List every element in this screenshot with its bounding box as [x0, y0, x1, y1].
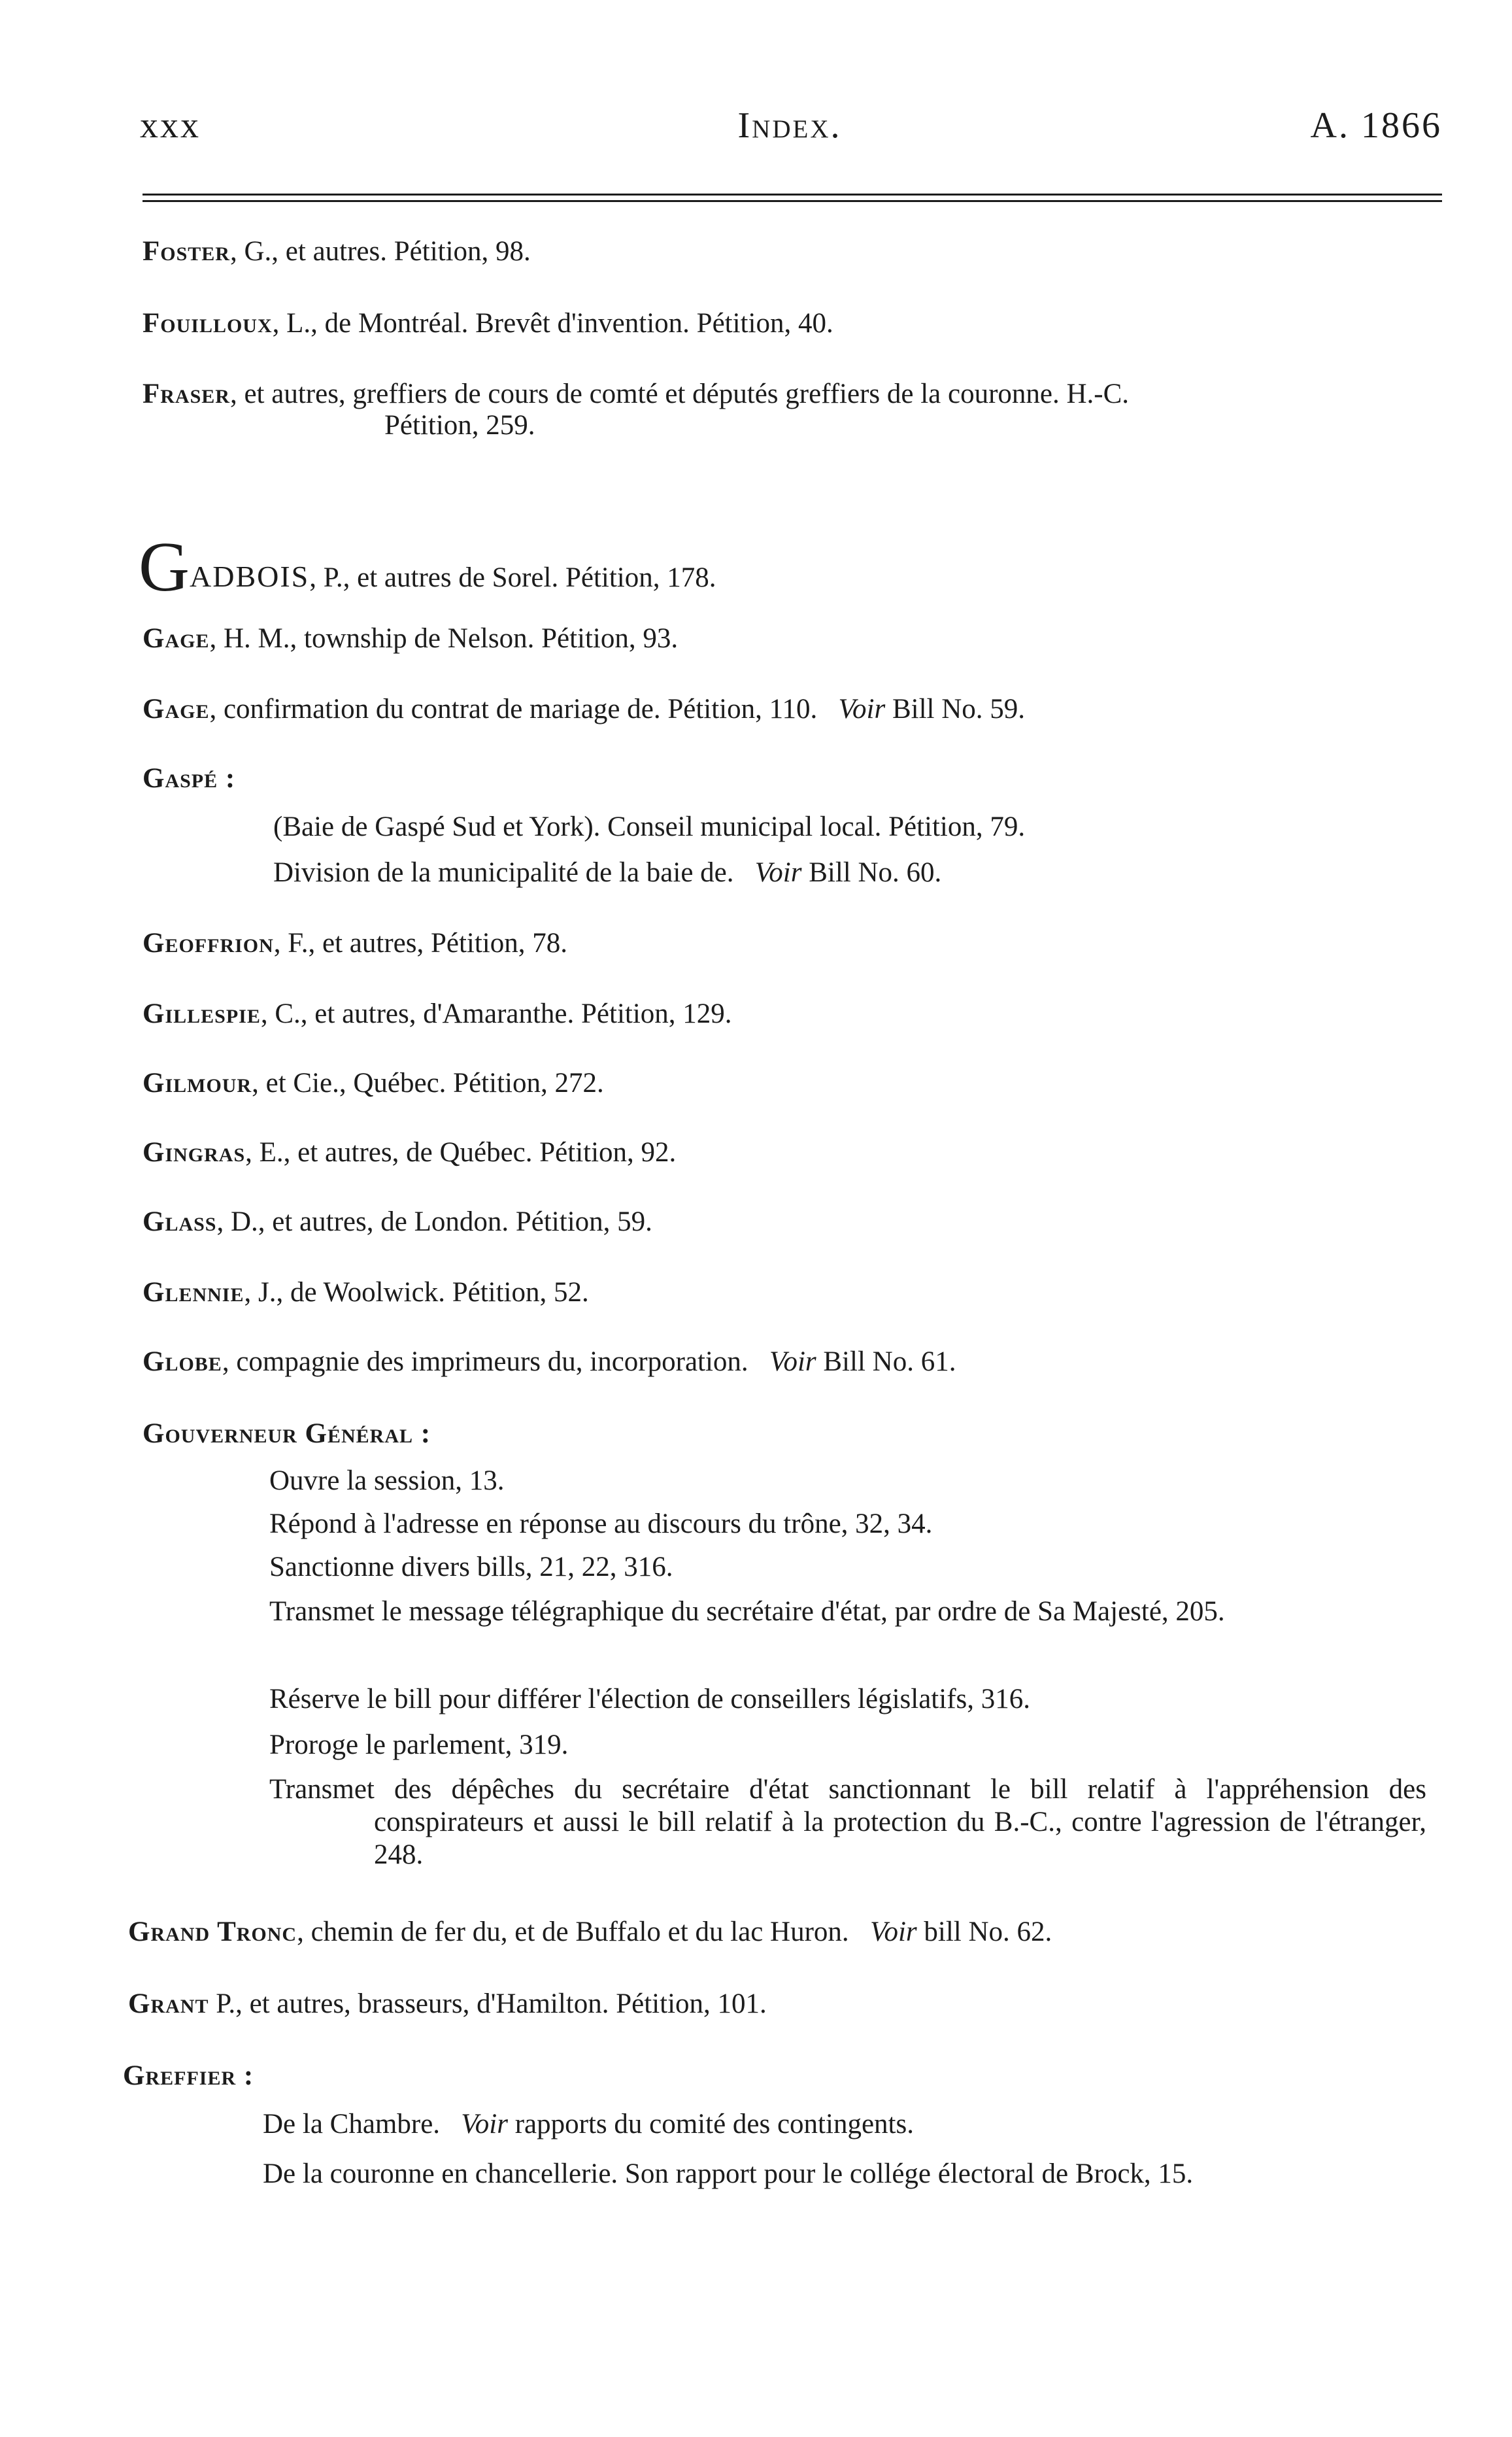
header-rule-bottom — [143, 200, 1442, 202]
header-rule-top — [143, 194, 1442, 196]
gouverneur-item: Transmet des dépêches du secrétaire d'état sanctionnant le bill relatif à l'appréhension des conspirateurs et aussi le bill relatif à la protection du B.-C., contre l'agression de l'étranger, 248. — [269, 1774, 1426, 1870]
entry-geoffrion: Geoffrion, F., et autres, Pétition, 78. — [143, 928, 568, 959]
entry-grant: Grant P., et autres, brasseurs, d'Hamilton. Pétition, 101. — [128, 1988, 767, 2019]
entry-glass: Glass, D., et autres, de London. Pétition, 59. — [143, 1206, 652, 1237]
gouverneur-item: Proroge le parlement, 319. — [269, 1730, 569, 1760]
entry-gage-mariage: Gage, confirmation du contrat de mariage de. Pétition, 110. Voir Bill No. 59. — [143, 694, 1026, 724]
gouverneur-item: Transmet le message télégraphique du secrétaire d'état, par ordre de Sa Majesté, 205. — [269, 1596, 1225, 1627]
entry-foster: Foster, G., et autres. Pétition, 98. — [143, 236, 531, 267]
page-number: xxx — [140, 105, 201, 146]
year-label: A. 1866 — [1310, 105, 1442, 146]
entry-gingras: Gingras, E., et autres, de Québec. Pétition, 92. — [143, 1137, 677, 1168]
entry-fraser: Fraser, et autres, greffiers de cours de comté et députés greffiers de la couronne. H.-C. — [143, 379, 1130, 409]
entry-greffier: Greffier : — [123, 2060, 254, 2091]
entry-gadbois: GADBOIS, P., et autres de Sorel. Pétition, 178. — [139, 528, 716, 606]
entry-fraser-continued: Pétition, 259. — [384, 410, 535, 441]
entry-globe: Globe, compagnie des imprimeurs du, incorporation. Voir Bill No. 61. — [143, 1346, 956, 1377]
greffier-sub-couronne: De la couronne en chancellerie. Son rapport pour le collége électoral de Brock, 15. — [263, 2158, 1194, 2189]
entry-fouilloux: Fouilloux, L., de Montréal. Brevêt d'invention. Pétition, 40. — [143, 308, 833, 339]
entry-gage-nelson: Gage, H. M., township de Nelson. Pétition, 93. — [143, 623, 679, 654]
page-title: Index. — [737, 105, 842, 146]
gouverneur-item: Sanctionne divers bills, 21, 22, 316. — [269, 1552, 673, 1582]
gouverneur-item: Ouvre la session, 13. — [269, 1465, 505, 1496]
entry-gaspe-sub-conseil: (Baie de Gaspé Sud et York). Conseil municipal local. Pétition, 79. — [273, 811, 1026, 842]
entry-gaspe: Gaspé : — [143, 763, 236, 794]
entry-gilmour: Gilmour, et Cie., Québec. Pétition, 272. — [143, 1068, 604, 1099]
gouverneur-item: Réserve le bill pour différer l'élection de conseillers législatifs, 316. — [269, 1684, 1031, 1714]
running-header — [137, 105, 1442, 157]
greffier-sub-chambre: De la Chambre. Voir rapports du comité des contingents. — [263, 2109, 914, 2139]
entry-gaspe-sub-division: Division de la municipalité de la baie de. Voir Bill No. 60. — [273, 857, 942, 888]
entry-gillespie: Gillespie, C., et autres, d'Amaranthe. Pétition, 129. — [143, 998, 732, 1029]
entry-gouverneur-general: Gouverneur Général : — [143, 1418, 431, 1449]
section-initial-g: G — [139, 528, 190, 606]
entry-grand-tronc: Grand Tronc, chemin de fer du, et de Buffalo et du lac Huron. Voir bill No. 62. — [128, 1917, 1052, 1947]
gouverneur-item: Répond à l'adresse en réponse au discours du trône, 32, 34. — [269, 1508, 933, 1539]
entry-glennie: Glennie, J., de Woolwick. Pétition, 52. — [143, 1277, 589, 1308]
